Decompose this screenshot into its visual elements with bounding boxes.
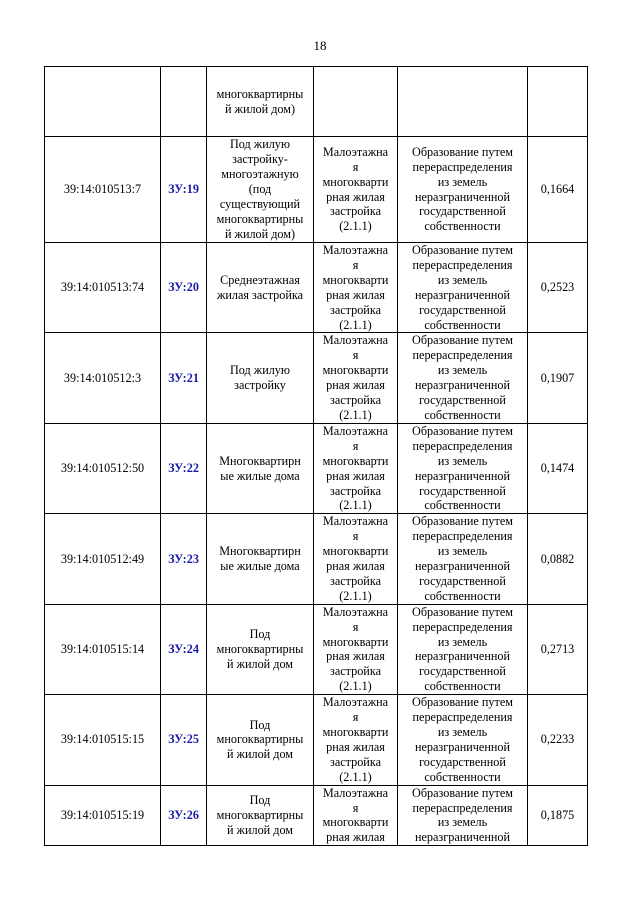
cadastral-number-cell: 39:14:010512:50	[45, 423, 161, 513]
permitted-use-cell: Многоквартирн ые жилые дома	[207, 423, 314, 513]
formation-method-cell: Образование путем перераспределения из земель неразграниченной государственной собственности	[398, 333, 528, 423]
area-cell: 0,1474	[528, 423, 588, 513]
permitted-use-cell: Под многоквартирны й жилой дом	[207, 785, 314, 846]
formation-method-cell: Образование путем перераспределения из земель неразграниченной государственной собственности	[398, 137, 528, 243]
cadastral-number-cell: 39:14:010512:3	[45, 333, 161, 423]
formation-method-cell: Образование путем перераспределения из земель неразграниченной государственной собственности	[398, 423, 528, 513]
formation-method-cell	[398, 67, 528, 137]
area-cell: 0,1907	[528, 333, 588, 423]
table-row	[45, 243, 588, 333]
area-cell: 0,0882	[528, 514, 588, 604]
formation-method-cell: Образование путем перераспределения из земель неразграниченной государственной собственности	[398, 604, 528, 694]
cadastral-number-cell: 39:14:010513:74	[45, 243, 161, 333]
area-cell	[528, 67, 588, 137]
formation-method-cell: Образование путем перераспределения из земель неразграниченной	[398, 785, 528, 846]
permitted-use-cell: Под жилую застройку	[207, 333, 314, 423]
permitted-use-cell: Под многоквартирны й жилой дом	[207, 695, 314, 785]
page-number: 18	[313, 38, 327, 53]
zone-cell: Малоэтажна я многокварти рная жилая	[314, 785, 398, 846]
zone-cell: Малоэтажна я многокварти рная жилая застройка (2.1.1)	[314, 604, 398, 694]
permitted-use-cell: Под многоквартирны й жилой дом	[207, 604, 314, 694]
plot-id-cell: ЗУ:19	[161, 137, 207, 243]
plot-id-cell: ЗУ:26	[161, 785, 207, 846]
formation-method-cell: Образование путем перераспределения из земель неразграниченной государственной собственности	[398, 514, 528, 604]
table-row	[45, 423, 588, 513]
table-row	[45, 695, 588, 785]
formation-method-cell: Образование путем перераспределения из земель неразграниченной государственной собственности	[398, 695, 528, 785]
zone-cell: Малоэтажна я многокварти рная жилая застройка (2.1.1)	[314, 333, 398, 423]
permitted-use-cell: Под жилую застройку- многоэтажную (под существующий многоквартирны й жилой дом)	[207, 137, 314, 243]
table-row	[45, 514, 588, 604]
area-cell: 0,1664	[528, 137, 588, 243]
zone-cell: Малоэтажна я многокварти рная жилая застройка (2.1.1)	[314, 423, 398, 513]
area-cell: 0,2523	[528, 243, 588, 333]
cadastral-number-cell	[45, 67, 161, 137]
land-plots-table	[44, 66, 588, 846]
area-cell: 0,2233	[528, 695, 588, 785]
plot-id-cell: ЗУ:22	[161, 423, 207, 513]
zone-cell	[314, 67, 398, 137]
permitted-use-cell: Многоквартирн ые жилые дома	[207, 514, 314, 604]
cadastral-number-cell: 39:14:010513:7	[45, 137, 161, 243]
zone-cell: Малоэтажна я многокварти рная жилая застройка (2.1.1)	[314, 243, 398, 333]
area-cell: 0,1875	[528, 785, 588, 846]
plot-id-cell: ЗУ:21	[161, 333, 207, 423]
table-row	[45, 333, 588, 423]
cadastral-number-cell: 39:14:010515:15	[45, 695, 161, 785]
permitted-use-cell: Среднеэтажная жилая застройка	[207, 243, 314, 333]
table-row	[45, 604, 588, 694]
plot-id-cell: ЗУ:25	[161, 695, 207, 785]
zone-cell: Малоэтажна я многокварти рная жилая застройка (2.1.1)	[314, 695, 398, 785]
plot-id-cell	[161, 67, 207, 137]
cadastral-number-cell: 39:14:010512:49	[45, 514, 161, 604]
permitted-use-cell: многоквартирны й жилой дом)	[207, 67, 314, 137]
zone-cell: Малоэтажна я многокварти рная жилая застройка (2.1.1)	[314, 514, 398, 604]
table-row-continuation	[45, 67, 588, 137]
area-cell: 0,2713	[528, 604, 588, 694]
plot-id-cell: ЗУ:20	[161, 243, 207, 333]
formation-method-cell: Образование путем перераспределения из земель неразграниченной государственной собственности	[398, 243, 528, 333]
plot-id-cell: ЗУ:23	[161, 514, 207, 604]
cadastral-number-cell: 39:14:010515:19	[45, 785, 161, 846]
plot-id-cell: ЗУ:24	[161, 604, 207, 694]
table-row	[45, 785, 588, 846]
cadastral-number-cell: 39:14:010515:14	[45, 604, 161, 694]
zone-cell: Малоэтажна я многокварти рная жилая застройка (2.1.1)	[314, 137, 398, 243]
table-row	[45, 137, 588, 243]
